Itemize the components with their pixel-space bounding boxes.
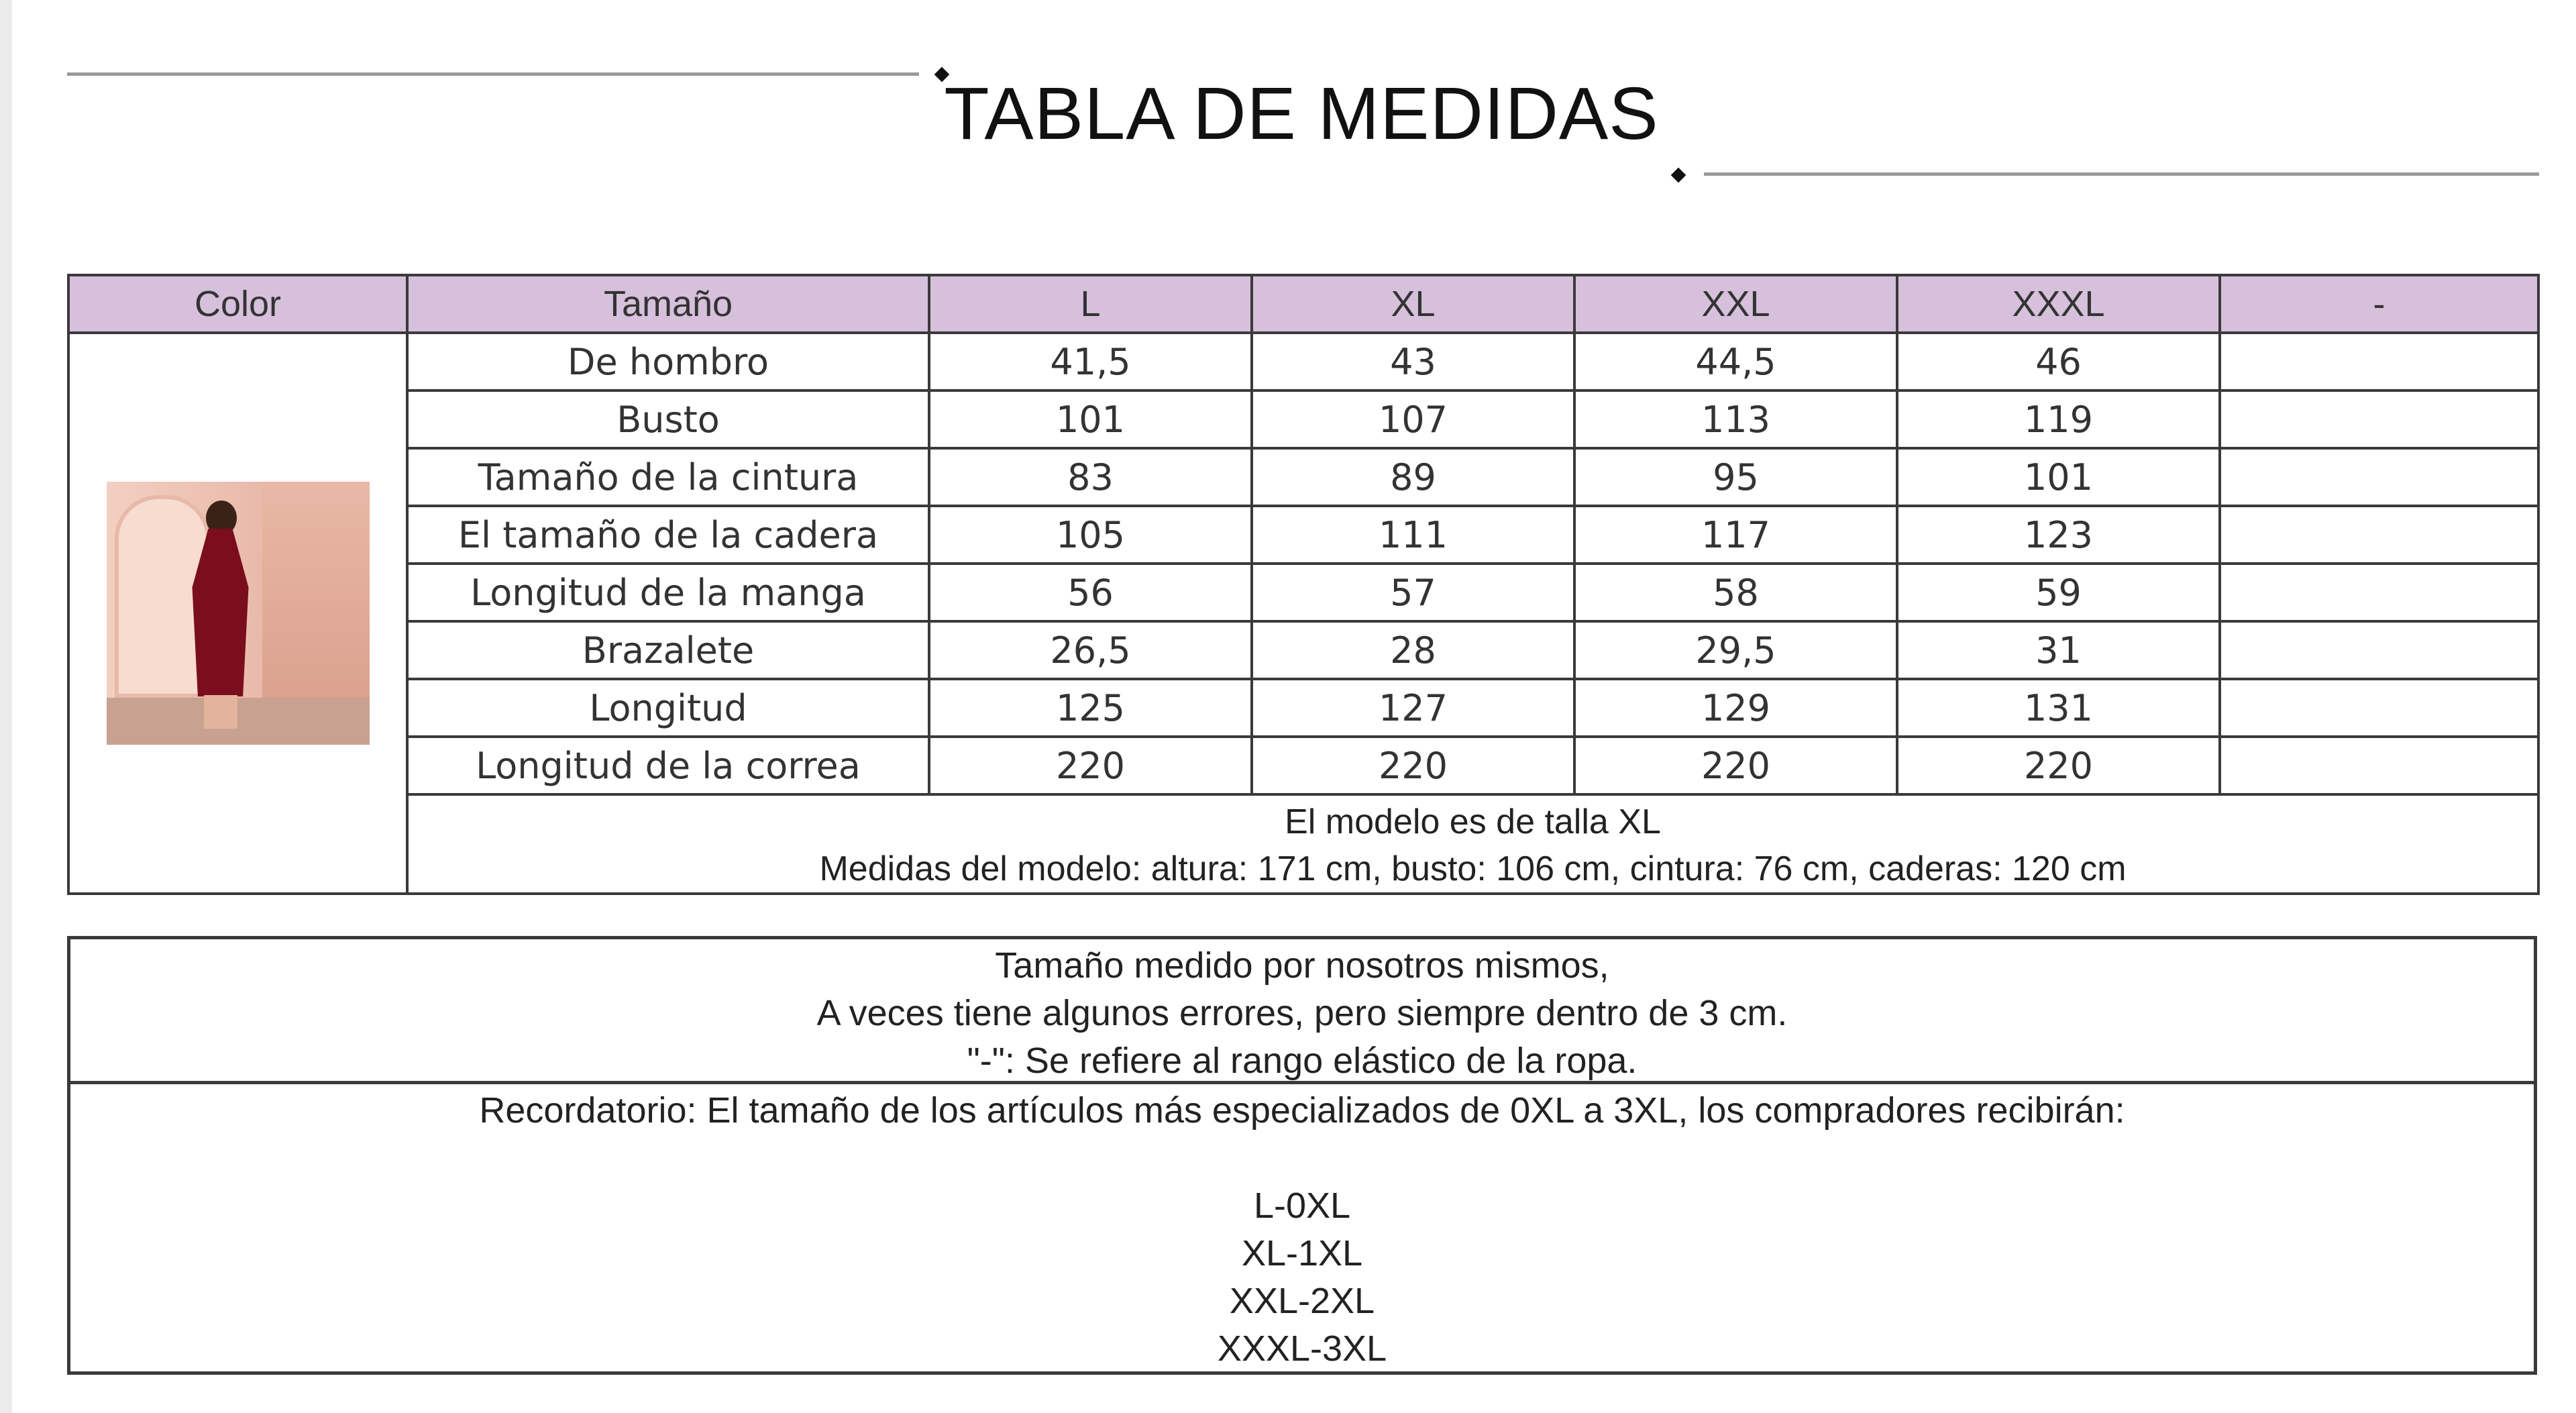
- row-value: 56: [929, 564, 1252, 621]
- row-value: 43: [1252, 333, 1574, 390]
- row-value: 131: [1897, 679, 2220, 737]
- row-value: 117: [1574, 506, 1897, 564]
- size-mapping-item: L-0XL: [1253, 1186, 1351, 1226]
- size-mapping-item: XL-1XL: [1241, 1233, 1363, 1273]
- row-value: 107: [1252, 390, 1574, 448]
- row-value: 83: [929, 448, 1252, 506]
- size-reminder: [70, 1084, 2534, 1373]
- disclaimer-line: A veces tiene algunos errores, pero siempre dentro de 3 cm.: [816, 993, 1788, 1033]
- row-value: 31: [1897, 621, 2220, 679]
- header-xxl: XXL: [1574, 275, 1897, 333]
- row-value: 89: [1252, 448, 1574, 506]
- measurement-disclaimer: [70, 939, 2534, 1084]
- table-header-row: [68, 275, 2538, 333]
- table-row: [68, 737, 2538, 794]
- model-note-row: [68, 794, 2538, 894]
- row-value: 105: [929, 506, 1252, 564]
- row-label: Longitud: [407, 679, 929, 737]
- table-row: [68, 564, 2538, 621]
- reminder-text: Recordatorio: El tamaño de los artículos más especializados de 0XL a 3XL, los compradores recibirán:: [479, 1090, 2125, 1131]
- notes-box: [67, 936, 2537, 1375]
- row-value: [2220, 506, 2538, 564]
- row-label: El tamaño de la cadera: [407, 506, 929, 564]
- title-decoration-line-left: [67, 72, 919, 76]
- page-title: TABLA DE MEDIDAS: [944, 72, 1659, 155]
- row-label: Tamaño de la cintura: [407, 448, 929, 506]
- row-value: 123: [1897, 506, 2220, 564]
- row-value: 129: [1574, 679, 1897, 737]
- table-row: [68, 679, 2538, 737]
- header-size: Tamaño: [407, 275, 929, 333]
- row-label: Brazalete: [407, 621, 929, 679]
- table-row: [68, 621, 2538, 679]
- header-xl: XL: [1252, 275, 1574, 333]
- table-row: [68, 333, 2538, 390]
- row-label: De hombro: [407, 333, 929, 390]
- size-mapping-item: XXXL-3XL: [1217, 1328, 1387, 1369]
- row-value: 111: [1252, 506, 1574, 564]
- table-row: [68, 390, 2538, 448]
- model-note: [407, 794, 2538, 894]
- row-value: 41,5: [929, 333, 1252, 390]
- row-label: Busto: [407, 390, 929, 448]
- header-color: Color: [68, 275, 407, 333]
- model-size-text: El modelo es de talla XL: [1285, 802, 1661, 841]
- row-value: 220: [1252, 737, 1574, 794]
- row-value: 220: [1897, 737, 2220, 794]
- title-decoration-line-right: [1704, 172, 2539, 176]
- row-value: 220: [929, 737, 1252, 794]
- header-dash: -: [2220, 275, 2538, 333]
- left-edge-strip: [0, 0, 12, 1413]
- table-row: [68, 448, 2538, 506]
- row-value: 58: [1574, 564, 1897, 621]
- row-value: 95: [1574, 448, 1897, 506]
- row-value: 101: [1897, 448, 2220, 506]
- disclaimer-line: Tamaño medido por nosotros mismos,: [995, 945, 1609, 986]
- row-label: Longitud de la correa: [407, 737, 929, 794]
- row-value: 113: [1574, 390, 1897, 448]
- disclaimer-line: "-": Se refiere al rango elástico de la ropa.: [967, 1041, 1638, 1081]
- row-value: 101: [929, 390, 1252, 448]
- row-value: [2220, 621, 2538, 679]
- row-value: 46: [1897, 333, 2220, 390]
- row-value: 26,5: [929, 621, 1252, 679]
- row-value: [2220, 737, 2538, 794]
- model-measurements-text: Medidas del modelo: altura: 171 cm, busto: 106 cm, cintura: 76 cm, caderas: 120 cm: [819, 849, 2127, 888]
- row-value: [2220, 679, 2538, 737]
- product-photo-cell: [68, 333, 407, 894]
- title-decoration-dot-right: [1671, 168, 1686, 183]
- size-chart-table: [67, 274, 2540, 895]
- header-xxxl: XXXL: [1897, 275, 2220, 333]
- row-value: 29,5: [1574, 621, 1897, 679]
- row-value: 220: [1574, 737, 1897, 794]
- table-row: [68, 506, 2538, 564]
- row-value: 127: [1252, 679, 1574, 737]
- row-value: [2220, 333, 2538, 390]
- row-label: Longitud de la manga: [407, 564, 929, 621]
- row-value: 28: [1252, 621, 1574, 679]
- row-value: 59: [1897, 564, 2220, 621]
- size-mapping-item: XXL-2XL: [1229, 1281, 1375, 1321]
- row-value: 44,5: [1574, 333, 1897, 390]
- header-l: L: [929, 275, 1252, 333]
- row-value: 119: [1897, 390, 2220, 448]
- row-value: [2220, 564, 2538, 621]
- row-value: [2220, 390, 2538, 448]
- row-value: 125: [929, 679, 1252, 737]
- product-photo: [107, 482, 370, 745]
- row-value: 57: [1252, 564, 1574, 621]
- row-value: [2220, 448, 2538, 506]
